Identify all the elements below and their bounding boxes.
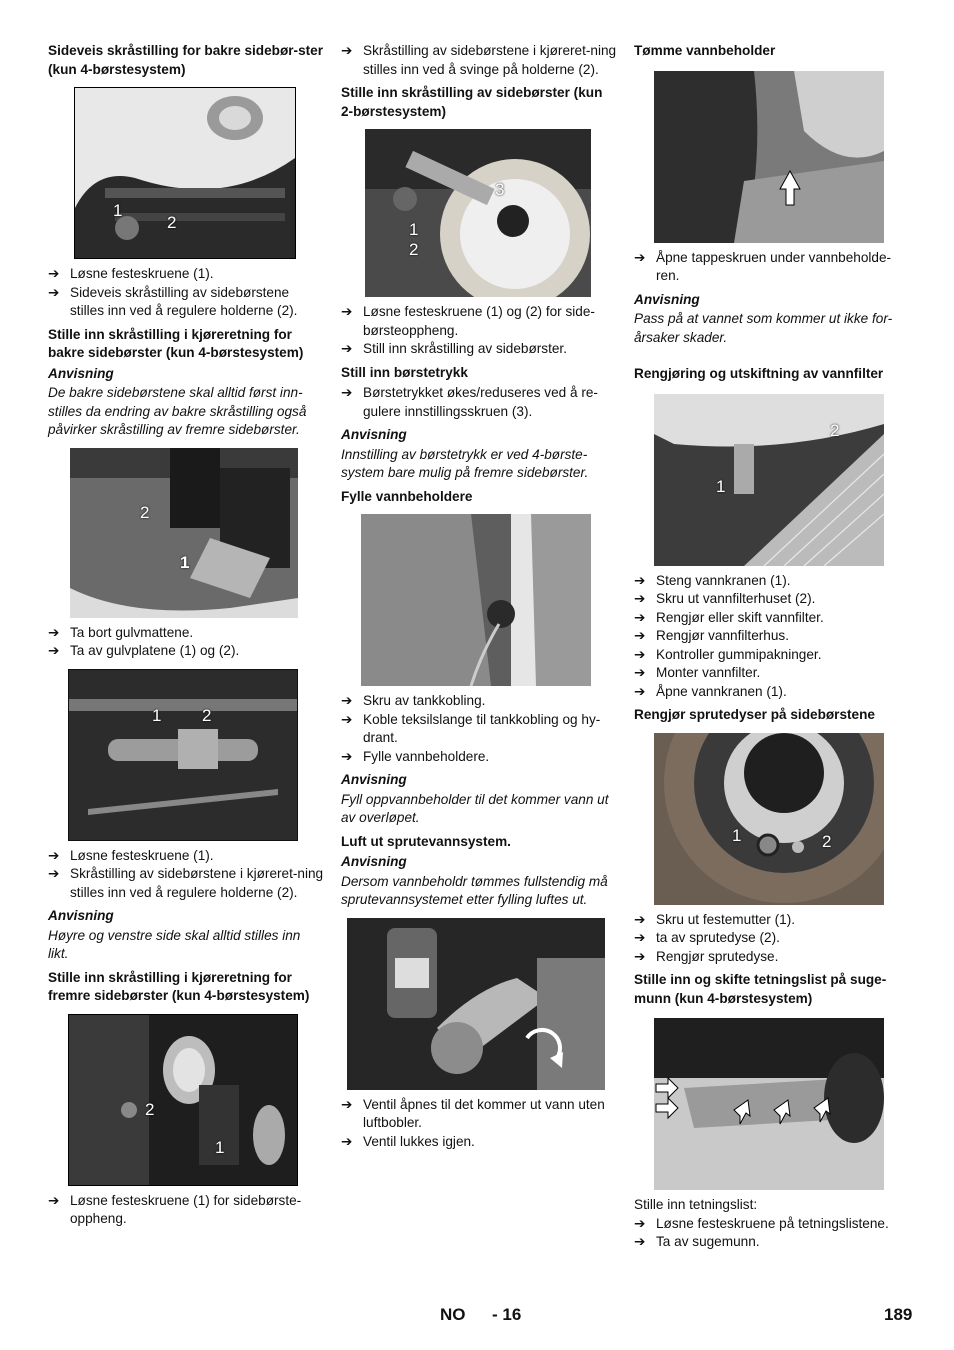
- photo-graphic: [347, 918, 605, 1090]
- callout-label: 3: [495, 180, 505, 199]
- step-item: ➔ Rengjør sprutedyse.: [634, 948, 910, 967]
- step-list: [634, 911, 910, 967]
- note-text: Dersom vannbeholdr tømmes fullstendig må sprutevannsystemet etter fylling luftes ut.: [341, 873, 608, 907]
- note-title: Anvisning: [341, 854, 407, 869]
- step-item: ➔ Kontroller gummipakninger.: [634, 646, 910, 665]
- note-title: Anvisning: [634, 291, 700, 307]
- photo-drain-plug: [654, 71, 884, 243]
- section-heading: Rengjøring og utskiftning av vannfilter: [634, 366, 884, 381]
- arrow-icon: ➔: [341, 711, 353, 727]
- photo-graphic: [361, 514, 591, 686]
- arrow-icon: ➔: [634, 628, 646, 643]
- callout-label: 2: [822, 831, 832, 851]
- column-left: [48, 42, 324, 1234]
- step-item: ➔ Monter vannfilter.: [634, 664, 910, 683]
- step-item: ➔ Skru av tankkobling.: [341, 692, 617, 711]
- photo-graphic: [654, 394, 884, 566]
- arrow-icon: ➔: [634, 948, 646, 964]
- arrow-icon: ➔: [48, 847, 60, 863]
- photo-graphic: [654, 733, 884, 905]
- step-item: ➔ Løsne festeskruene (1) for sidebørste-oppheng.: [48, 1192, 302, 1226]
- section-heading: Fylle vannbeholdere: [341, 488, 473, 504]
- arrow-icon: ➔: [634, 249, 646, 265]
- section-heading: Sideveis skråstilling for bakre sidebør-ster (kun 4-børstesystem): [48, 43, 324, 77]
- arrow-icon: ➔: [634, 572, 646, 588]
- section-heading: Stille inn skråstilling i kjøreretning for bakre sidebørster (kun 4-børstesystem): [48, 326, 304, 360]
- step-list: [634, 572, 910, 702]
- section-heading: Stille inn skråstilling av sidebørster (kun 2-børstesystem): [341, 85, 603, 119]
- callout-label: 1: [152, 705, 162, 725]
- arrow-icon: ➔: [341, 304, 353, 319]
- photo-rear-brush-lateral: [74, 87, 296, 259]
- arrow-icon: ➔: [634, 646, 646, 662]
- photo-graphic: [365, 129, 591, 297]
- arrow-icon: ➔: [634, 1234, 646, 1249]
- arrow-icon: ➔: [341, 1133, 353, 1149]
- note-title: Anvisning: [48, 365, 114, 381]
- callout-label: 1: [409, 220, 419, 239]
- photo-rear-holders: [68, 669, 298, 841]
- footer-page-local: - 16: [492, 1305, 522, 1324]
- step-list: [341, 42, 617, 79]
- step-list: [634, 1215, 910, 1252]
- step-item: ➔ Løsne festeskruene (1).: [48, 847, 324, 866]
- photo-valve: [347, 918, 605, 1090]
- step-item: ➔ Løsne festeskruene (1) og (2) for side-børsteoppheng.: [341, 304, 595, 338]
- step-list: [48, 1192, 324, 1229]
- step-item: ➔ Sideveis skråstilling av sidebørstene stilles inn ved å regulere holderne (2).: [48, 284, 298, 318]
- section-heading: Luft ut sprutevannsystem.: [341, 833, 511, 849]
- callout-label: 1: [180, 552, 190, 572]
- arrow-icon: ➔: [48, 866, 60, 881]
- callout-label: 2: [167, 213, 177, 232]
- step-item: ➔ Ta bort gulvmattene.: [48, 624, 324, 643]
- step-item: ➔ Børstetrykket økes/reduseres ved å re-gulere innstillingsskruen (3).: [341, 385, 598, 419]
- note-text: Fyll oppvannbeholder til det kommer vann ut av overløpet.: [341, 791, 609, 825]
- arrow-icon: ➔: [634, 665, 646, 680]
- callout-label: 2: [145, 1099, 155, 1119]
- section-heading: Tømme vannbeholder: [634, 43, 776, 58]
- arrow-icon: ➔: [634, 591, 646, 606]
- step-item: ➔ Rengjør eller skift vannfilter.: [634, 609, 910, 628]
- callout-label: 1: [716, 476, 726, 496]
- arrow-icon: ➔: [341, 693, 353, 708]
- step-item: ➔ Skråstilling av sidebørstene i kjøreret-ning stilles inn ved å svinge på holderne (2).: [341, 43, 617, 77]
- arrow-icon: ➔: [634, 683, 646, 699]
- note-title: Anvisning: [341, 427, 407, 442]
- photo-front-brush: [68, 1014, 298, 1186]
- callout-label: 2: [409, 240, 419, 259]
- step-item: ➔ Rengjør vannfilterhus.: [634, 627, 910, 646]
- note-text: De bakre sidebørstene skal alltid først inn-stilles da endring av bakre skråstilling også påvirker skråstilling av fremre sidebørster.: [48, 385, 307, 437]
- photo-water-filter: [654, 394, 884, 566]
- photo-graphic: [69, 1015, 297, 1185]
- note-text: Pass på at vannet som kommer ut ikke for-årsaker skader.: [634, 311, 893, 345]
- step-list: [48, 847, 324, 903]
- step-item: ➔ Ta av gulvplatene (1) og (2).: [48, 642, 324, 661]
- section-heading: Still inn børstetrykk: [341, 364, 468, 380]
- callout-label: 1: [113, 201, 123, 220]
- callout-label: 1: [215, 1137, 225, 1157]
- arrow-icon: ➔: [341, 1096, 353, 1112]
- arrow-icon: ➔: [634, 930, 646, 945]
- step-item: ➔ Løsne festeskruene på tetningslistene.: [634, 1215, 910, 1234]
- step-list: [341, 1096, 617, 1152]
- step-item: ➔ Steng vannkranen (1).: [634, 572, 910, 591]
- footer-language: NO: [440, 1305, 466, 1324]
- note-title: Anvisning: [341, 772, 407, 787]
- step-list: [341, 692, 617, 766]
- step-list: [48, 624, 324, 661]
- step-item: ➔ ta av sprutedyse (2).: [634, 929, 910, 948]
- step-item: ➔ Åpne tappeskruen under vannbeholde-ren.: [634, 249, 892, 283]
- photo-graphic: [654, 71, 884, 243]
- arrow-icon: ➔: [341, 748, 353, 764]
- step-list: [48, 265, 324, 321]
- intro-text: Stille inn tetningslist:: [634, 1197, 758, 1212]
- note-title: Anvisning: [48, 908, 114, 923]
- step-list: [341, 303, 617, 359]
- step-item: ➔ Ta av sugemunn.: [634, 1233, 910, 1252]
- column-right: [634, 42, 910, 1257]
- footer-page-number: 189: [884, 1305, 913, 1324]
- callout-label: 1: [732, 825, 742, 845]
- arrow-icon: ➔: [48, 284, 60, 300]
- photo-floor-plates: [70, 448, 298, 618]
- column-middle: [341, 42, 617, 1156]
- arrow-icon: ➔: [634, 609, 646, 625]
- section-heading: Stille inn skråstilling i kjøreretning for fremre sidebørster (kun 4-børstesystem): [48, 969, 310, 1003]
- step-item: ➔ Fylle vannbeholdere.: [341, 748, 617, 767]
- step-item: ➔ Ventil lukkes igjen.: [341, 1133, 617, 1152]
- step-item: ➔ Skru ut vannfilterhuset (2).: [634, 590, 910, 609]
- note-text: Innstilling av børstetrykk er ved 4-børste-system bare mulig på fremre sidebørster.: [341, 446, 589, 480]
- note-text: Høyre og venstre side skal alltid stilles inn likt.: [48, 927, 301, 961]
- arrow-icon: ➔: [634, 1215, 646, 1231]
- section-heading: Stille inn og skifte tetningslist på suge-munn (kun 4-børstesystem): [634, 972, 887, 1006]
- step-item: ➔ Koble teksilslange til tankkobling og hy-drant.: [341, 711, 601, 745]
- arrow-icon: ➔: [48, 624, 60, 640]
- section-heading: Rengjør sprutedyser på sidebørstene: [634, 707, 875, 722]
- step-item: ➔ Ventil åpnes til det kommer ut vann uten luftbobler.: [341, 1096, 605, 1130]
- step-item: ➔ Still inn skråstilling av sidebørster.: [341, 340, 617, 359]
- callout-label: 2: [140, 502, 150, 522]
- step-item: ➔ Skråstilling av sidebørstene i kjøreret-ning stilles inn ved å regulere holderne (2).: [48, 866, 324, 900]
- step-item: ➔ Løsne festeskruene (1).: [48, 265, 324, 284]
- step-item: ➔ Åpne vannkranen (1).: [634, 683, 910, 702]
- callout-label: 2: [830, 420, 840, 440]
- photo-spray-nozzle: [654, 733, 884, 905]
- arrow-icon: ➔: [341, 43, 353, 58]
- callout-label: 2: [202, 705, 212, 725]
- photo-2brush-system: [365, 129, 591, 297]
- photo-graphic: [654, 1018, 884, 1190]
- step-item: ➔ Skru ut festemutter (1).: [634, 911, 910, 930]
- photo-graphic: [75, 88, 295, 258]
- arrow-icon: ➔: [634, 911, 646, 927]
- arrow-icon: ➔: [48, 643, 60, 658]
- photo-tank-coupling: [361, 514, 591, 686]
- arrow-icon: ➔: [48, 1192, 60, 1208]
- arrow-icon: ➔: [341, 385, 353, 400]
- step-list: [341, 384, 617, 421]
- step-list: [634, 249, 910, 286]
- photo-graphic: [70, 448, 298, 618]
- photo-suction-mouth: [654, 1018, 884, 1190]
- arrow-icon: ➔: [48, 266, 60, 281]
- photo-graphic: [68, 669, 298, 841]
- arrow-icon: ➔: [341, 341, 353, 356]
